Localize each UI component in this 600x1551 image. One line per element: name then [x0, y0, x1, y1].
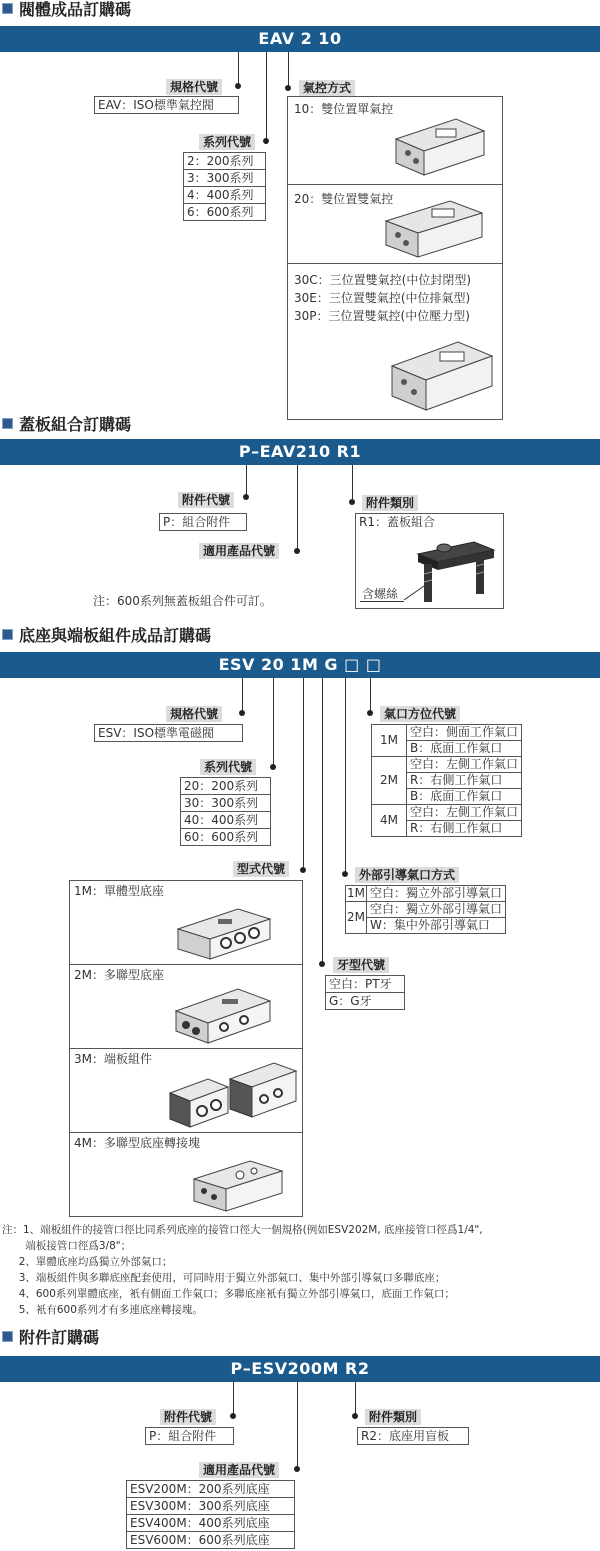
- section-title-text: 附件訂購碼: [19, 1328, 100, 1347]
- port-position-label: 氣口方位代號: [380, 706, 460, 722]
- product-item: ESV400M：400系列底座: [127, 1515, 294, 1532]
- port-row: B：底面工作氣口: [407, 789, 522, 805]
- type-item: [70, 1133, 302, 1216]
- product-code-label: 適用產品代號: [199, 543, 279, 559]
- accessory-type-label: 附件類別: [365, 1409, 421, 1425]
- port-row: R：右側工作氣口: [407, 773, 522, 789]
- control-item-text: 30E：三位置雙氣控(中位排氣型): [294, 291, 471, 305]
- accessory-code-box: [159, 513, 247, 531]
- square-bullet-icon: [2, 1331, 13, 1342]
- series-code-box: [183, 152, 266, 221]
- series-code-label: 系列代號: [200, 759, 256, 775]
- accessory-code-value: P：組合附件: [163, 515, 231, 529]
- single-base-icon: [168, 899, 278, 963]
- control-item-text: 30C：三位置雙氣控(中位封閉型): [294, 273, 472, 287]
- type-code-panel: [69, 880, 303, 1217]
- product-item: ESV600M：600系列底座: [130, 1533, 270, 1547]
- type-item: [70, 881, 302, 965]
- port-position-table: [371, 724, 522, 837]
- product-code-box: [126, 1480, 295, 1549]
- control-item-text: 10：雙位置單氣控: [294, 102, 394, 116]
- pilot-port-label: 外部引導氣口方式: [355, 867, 459, 883]
- control-item-text: 20：雙位置雙氣控: [294, 192, 394, 206]
- accessory-code-value: P：組合附件: [149, 1429, 217, 1443]
- accessory-type-panel: [355, 513, 504, 609]
- port-row: 空白：左側工作氣口: [407, 805, 522, 821]
- accessory-type-value: R2：底座用盲板: [361, 1429, 449, 1443]
- series-item: 2：200系列: [184, 153, 265, 170]
- series-item: 20：200系列: [181, 778, 270, 795]
- thread-code-box: [325, 975, 405, 1010]
- control-item: [288, 264, 502, 419]
- control-item-text: 30P：三位置雙氣控(中位壓力型): [294, 309, 470, 323]
- control-method-panel: [287, 96, 503, 420]
- series-code-label: 系列代號: [199, 134, 255, 150]
- pilot-port-table: [345, 885, 506, 934]
- control-item: [288, 185, 502, 264]
- pilot-row: 空白：獨立外部引導氣口: [367, 886, 506, 902]
- end-plate-icon: [164, 1053, 300, 1131]
- valve-single-pilot-icon: [386, 109, 486, 181]
- base-note-line: 5、衹有600系列才有多連底座轉接塊。: [2, 1304, 203, 1316]
- control-method-label: 氣控方式: [299, 80, 355, 96]
- base-note-line: 端板接管口徑爲3/8"；: [2, 1240, 132, 1252]
- square-bullet-icon: [2, 418, 13, 429]
- product-item: ESV200M：200系列底座: [127, 1481, 294, 1498]
- valve-double-pilot-icon: [378, 191, 488, 261]
- section-title-text: 底座與端板組件成品訂購碼: [19, 626, 212, 645]
- series-item: 6：600系列: [187, 205, 254, 219]
- square-bullet-icon: [2, 3, 13, 14]
- section-title-valve: [2, 1, 131, 19]
- accessory-type-label: 附件類別: [362, 495, 418, 511]
- base-note-line: 注：1、端板組件的接管口徑比同系列底座的接管口徑大一個規格(例如ESV202M, 底座接管口徑爲1/4",: [2, 1224, 483, 1236]
- series-item: 40：400系列: [181, 812, 270, 829]
- square-bullet-icon: [2, 629, 13, 640]
- pilot-code: 2M: [346, 902, 367, 934]
- base-note-line: 2、單體底座均爲獨立外部氣口；: [2, 1256, 173, 1268]
- cover-note: 注：600系列無蓋板組合件可訂。: [93, 594, 272, 608]
- spec-code-box: [94, 96, 239, 114]
- port-code: 2M: [372, 757, 407, 805]
- pilot-code: 1M: [347, 886, 365, 900]
- accessory-code-box: [145, 1427, 234, 1445]
- series-item: 30：300系列: [181, 795, 270, 812]
- spec-code-label: 規格代號: [166, 79, 222, 95]
- valve-three-position-icon: [384, 330, 496, 416]
- product-item: ESV300M：300系列底座: [127, 1498, 294, 1515]
- control-item: [288, 97, 502, 185]
- port-code: 4M: [372, 805, 407, 837]
- type-item: [70, 1049, 302, 1133]
- base-note-line: 3、端板組件與多聯底座配套使用，可同時用于獨立外部氣口、集中外部引導氣口多聯底座；: [2, 1272, 446, 1284]
- cover-plate-icon: [404, 534, 504, 608]
- series-item: 3：300系列: [184, 170, 265, 187]
- base-note-line: 4、600系列單體底座，衹有側面工作氣口；多聯底座衹有獨立外部引導氣口，底面工作氣口；: [2, 1288, 455, 1300]
- manifold-base-icon: [168, 977, 278, 1047]
- order-code-banner: P–ESV200M R2: [0, 1356, 600, 1382]
- screw-note: 含螺絲: [362, 587, 399, 601]
- port-row: 空白：側面工作氣口: [407, 725, 522, 741]
- manifold-adapter-icon: [188, 1153, 288, 1215]
- order-code-banner: P–EAV210 R1: [0, 439, 600, 465]
- section-title-cover: [2, 416, 131, 434]
- port-row: R：右側工作氣口: [407, 821, 522, 837]
- section-title-text: 閥體成品訂購碼: [19, 0, 132, 19]
- spec-code-value: ESV：ISO標準電磁閥: [98, 726, 215, 740]
- thread-item: G：G牙: [329, 994, 372, 1008]
- port-row: B：底面工作氣口: [407, 741, 522, 757]
- section-title-accessory: [2, 1329, 99, 1347]
- accessory-type-box: [357, 1427, 469, 1445]
- thread-item: 空白：PT牙: [326, 976, 404, 993]
- type-item-text: 2M：多聯型底座: [74, 968, 164, 982]
- type-item-text: 3M：端板組件: [74, 1052, 152, 1066]
- port-row: 空白：左側工作氣口: [407, 757, 522, 773]
- spec-code-value: EAV：ISO標準氣控閥: [98, 98, 214, 112]
- section-title-base: [2, 627, 211, 645]
- accessory-code-label: 附件代號: [160, 1409, 216, 1425]
- pilot-row: 空白：獨立外部引導氣口: [367, 902, 506, 918]
- type-code-label: 型式代號: [233, 861, 289, 877]
- pilot-row: W：集中外部引導氣口: [367, 918, 506, 934]
- type-item-text: 1M：單體型底座: [74, 884, 164, 898]
- accessory-type-value: R1：蓋板組合: [359, 515, 435, 529]
- type-item: [70, 965, 302, 1049]
- accessory-code-label: 附件代號: [178, 492, 234, 508]
- series-item: 4：400系列: [184, 187, 265, 204]
- spec-code-box: [94, 724, 243, 742]
- port-code: 1M: [372, 725, 407, 757]
- section-title-text: 蓋板組合訂購碼: [19, 415, 132, 434]
- thread-code-label: 牙型代號: [333, 957, 389, 973]
- type-item-text: 4M：多聯型底座轉接塊: [74, 1136, 200, 1150]
- series-code-box: [180, 777, 271, 846]
- order-code-banner: EAV 2 10: [0, 26, 600, 52]
- order-code-banner: ESV 20 1M G □ □: [0, 652, 600, 678]
- series-item: 60：600系列: [184, 830, 259, 844]
- product-code-label: 適用產品代號: [199, 1462, 279, 1478]
- spec-code-label: 規格代號: [166, 706, 222, 722]
